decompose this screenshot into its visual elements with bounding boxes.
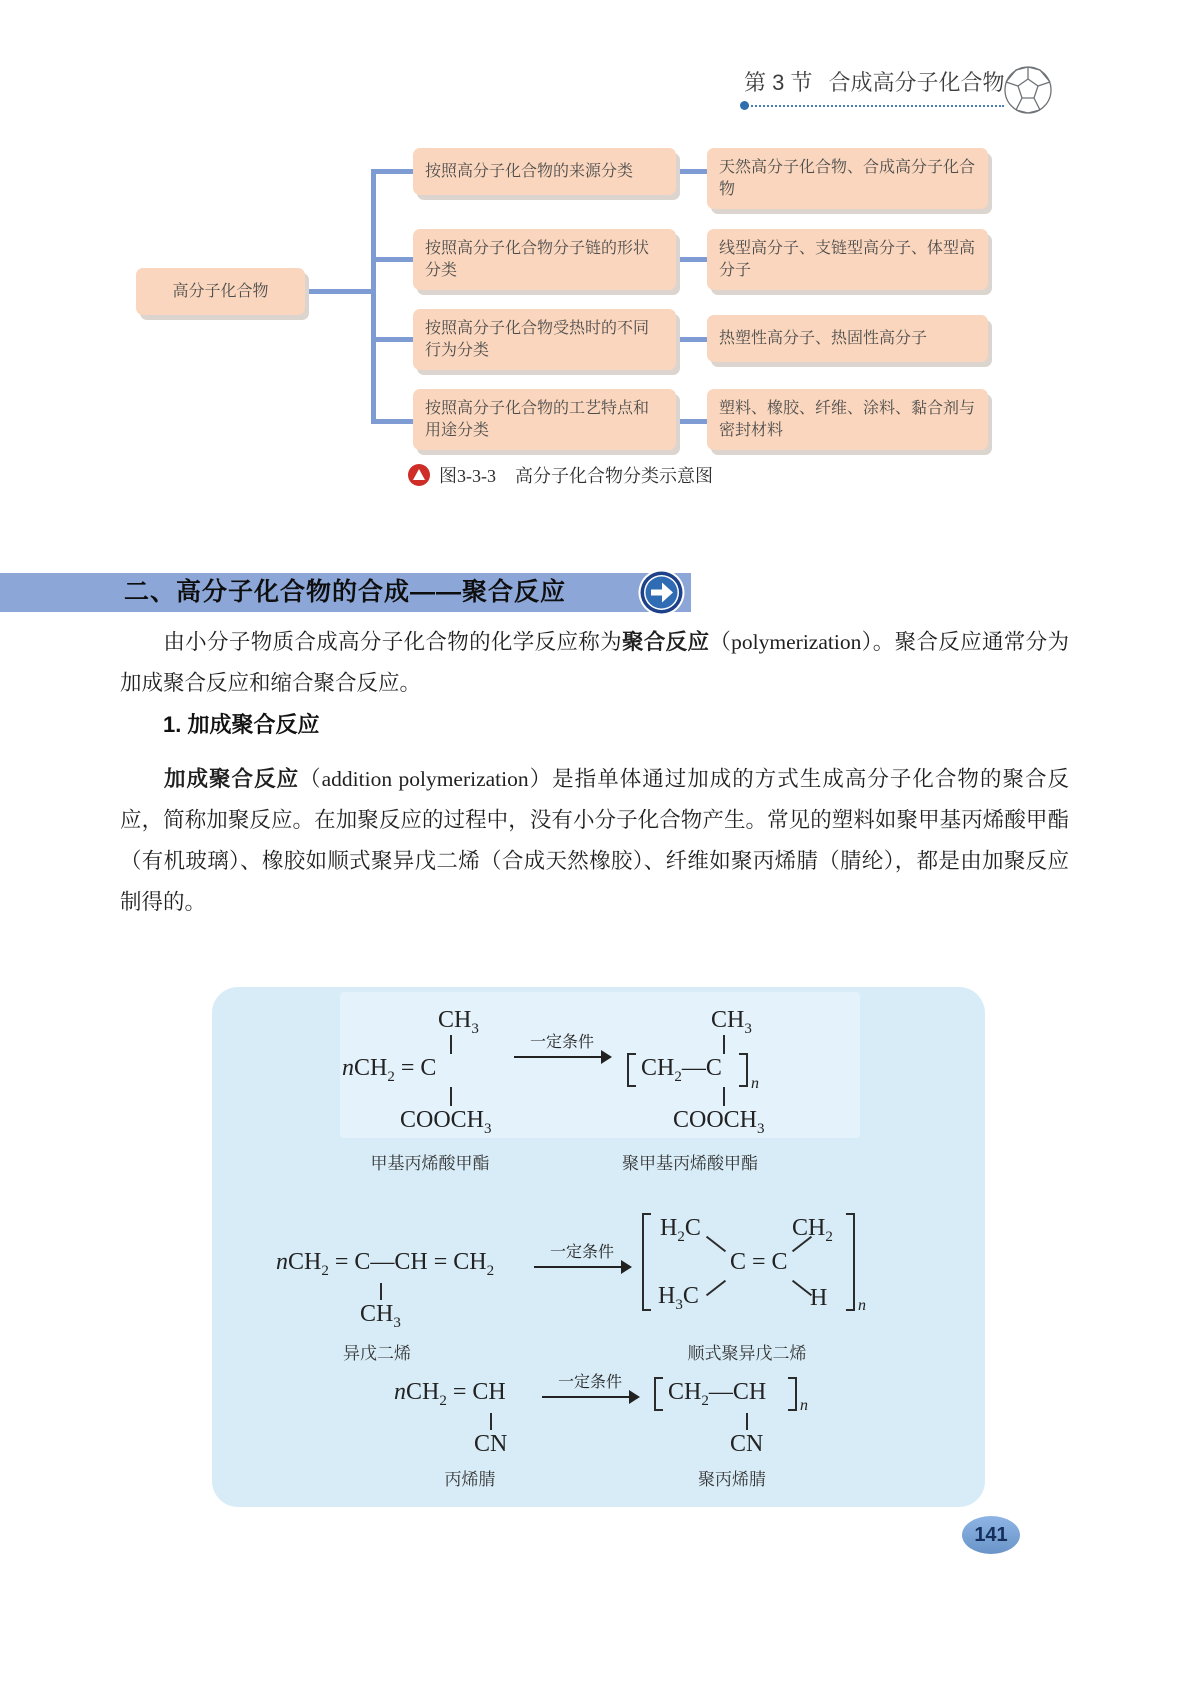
eq1-reactant-ch3: $CH_3$: [438, 1007, 479, 1037]
eq1-condition-arrow: 一定条件: [514, 1029, 610, 1058]
criterion-box-4: 按照高分子化合物的工艺特点和用途分类: [413, 389, 676, 450]
section-band: [0, 573, 691, 612]
page-header: [744, 66, 1004, 107]
paragraph-polymerization: 由小分子物质合成高分子化合物的化学反应称为聚合反应（polymerization）。聚合反应通常分为加成聚合反应和缩合聚合反应。: [120, 629, 1069, 695]
eq2-product-h2c: $H_2C$: [660, 1215, 701, 1245]
eq2-product-structure: $H_2C$ $CH_2$ C = C $H_3C$ H n: [642, 1213, 870, 1318]
result-box-3: 热塑性高分子、热固性高分子: [707, 315, 988, 362]
criterion-box-2: 按照高分子化合物分子链的形状分类: [413, 229, 676, 290]
header-section-label: 第 3 节: [744, 70, 813, 95]
fullerene-icon: [1002, 64, 1054, 121]
eq2-reactant-label: 异戊二烯: [343, 1344, 411, 1363]
figure-caption: [408, 462, 713, 488]
eq1-reactant-label: 甲基丙烯酸甲酯: [370, 1154, 490, 1173]
bold-term-polymerization: 聚合反应: [621, 629, 710, 654]
criterion-box-3: 按照高分子化合物受热时的不同行为分类: [413, 309, 676, 370]
bold-term-addition: 加成聚合反应: [163, 766, 300, 791]
eq2-condition-arrow: 一定条件: [534, 1239, 630, 1268]
eq3-reactant-cn: CN: [474, 1431, 508, 1457]
eq3-product-label: 聚丙烯腈: [698, 1470, 766, 1489]
eq2-product-h3c: $H_3C$: [658, 1283, 699, 1313]
result-box-4: 塑料、橡胶、纤维、涂料、黏合剂与密封材料: [707, 389, 988, 450]
connector-res-3: [676, 337, 707, 342]
subsection-heading: 1. 加成聚合反应: [163, 712, 320, 737]
eq2-reactant-main: nCH$_2$ = C—CH = $CH_2$: [276, 1249, 495, 1279]
caption-figure-number: 图3-3-3: [439, 466, 496, 486]
result-box-2: 线型高分子、支链型高分子、体型高分子: [707, 229, 988, 290]
page-number-badge: 141: [962, 1516, 1020, 1554]
header-dot: [740, 101, 749, 110]
root-box: 高分子化合物: [136, 268, 305, 315]
eq3-reactant-label: 丙烯腈: [444, 1470, 496, 1489]
eq2-product-ch2: $CH_2$: [792, 1215, 833, 1245]
eq3-product-cn: CN: [730, 1431, 764, 1457]
eq3-product-main: $CH_2—CH$: [668, 1379, 767, 1409]
eq3-product-structure: $CH_2—CH$ n CN: [654, 1379, 854, 1479]
eq3-reactant-main: nCH$_2$ = CH: [394, 1379, 506, 1409]
connector-stub-4: [371, 419, 413, 424]
eq2-reactant-structure: [276, 1223, 532, 1333]
result-box-1: 天然高分子化合物、合成高分子化合物: [707, 148, 988, 209]
connector-stub-1: [371, 169, 413, 174]
connector-stub-2: [371, 257, 413, 262]
caption-triangle-icon: [408, 464, 430, 486]
caption-text: 高分子化合物分类示意图: [515, 466, 713, 486]
connector-root: [305, 289, 373, 294]
eq1-reactant-structure: [342, 1007, 542, 1137]
eq2-product-h: H: [810, 1285, 828, 1311]
connector-res-1: [676, 169, 707, 174]
header-title: 合成高分子化合物: [828, 70, 1005, 95]
eq1-product-cooch3: $COOCH_3$: [673, 1107, 765, 1137]
eq1-product-structure: $CH_2—C$ n $CH_3$ $COOCH_3$: [627, 1007, 847, 1133]
criterion-box-1: 按照高分子化合物的来源分类: [413, 148, 676, 195]
eq2-product-label: 顺式聚异戊二烯: [687, 1344, 807, 1363]
eq1-product-main: $CH_2—C$: [641, 1055, 722, 1085]
connector-res-4: [676, 419, 707, 424]
equations-panel: [212, 987, 985, 1507]
connector-res-2: [676, 257, 707, 262]
eq2-reactant-ch3: $CH_3$: [360, 1301, 401, 1331]
eq1-reactant-main: nCH$_2$ = C: [342, 1055, 437, 1085]
eq1-reactant-cooch3: $COOCH_3$: [400, 1107, 492, 1137]
connector-trunk: [371, 169, 376, 424]
arrow-circle-icon: [638, 569, 685, 621]
eq1-product-ch3: $CH_3$: [711, 1007, 752, 1037]
eq1-product-label: 聚甲基丙烯酸甲酯: [622, 1154, 758, 1173]
eq3-condition-arrow: 一定条件: [542, 1369, 638, 1398]
paragraph-addition-polymerization: 加成聚合反应（addition polymerization）是指单体通过加成的方式生成高分子化合物的聚合反应，简称加聚反应。在加聚反应的过程中，没有小分子化合物产生。常见的塑料如聚甲基丙烯酸甲酯（有机玻璃）、橡胶如顺式聚异戊二烯（合成天然橡胶）、纤维如聚丙烯腈（腈纶），都是由加聚反应制得的。: [120, 766, 1069, 914]
connector-stub-3: [371, 337, 413, 342]
eq2-product-cc: C = C: [730, 1249, 788, 1275]
eq3-reactant-structure: [394, 1379, 554, 1479]
section-title: 二、高分子化合物的合成——聚合反应: [124, 578, 567, 606]
